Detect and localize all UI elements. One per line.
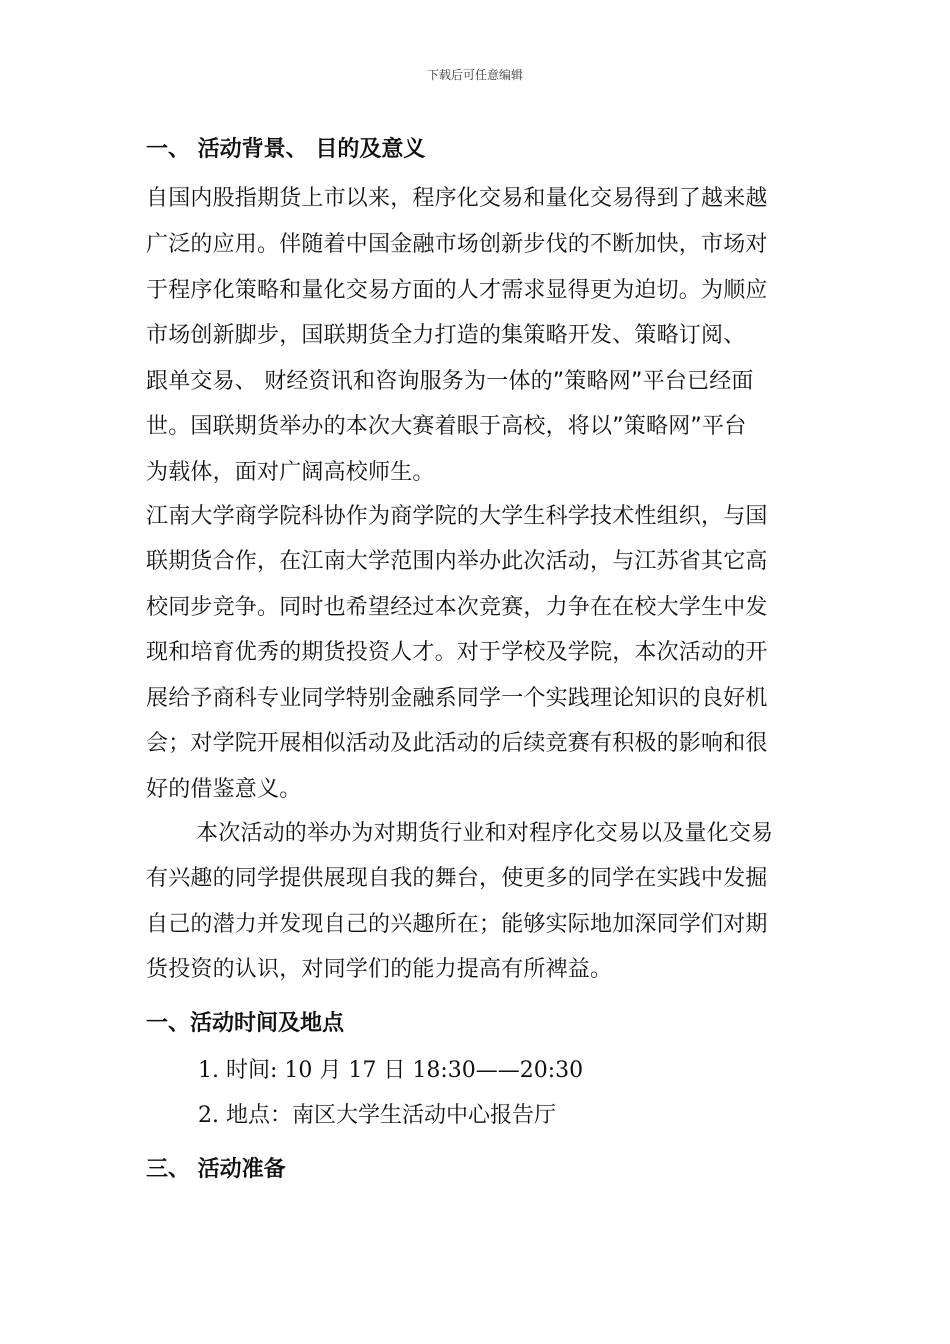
paragraph-line: 好的借鉴意义。 xyxy=(146,777,302,802)
paragraph-line: 货投资的认识，对同学们的能力提高有所裨益。 xyxy=(146,957,613,982)
paragraph-line: 世。国联期货举办的本次大赛着眼于高校，将以”策略网”平台 xyxy=(146,414,747,439)
section-2-heading: 一、活动时间及地点 xyxy=(146,1011,345,1036)
list-item-location: 2. 地点：南区大学生活动中心报告厅 xyxy=(198,1103,556,1128)
paragraph-line: 市场创新脚步，国联期货全力打造的集策略开发、策略订阅、 xyxy=(146,323,746,348)
paragraph-line: 广泛的应用。伴随着中国金融市场创新步伐的不断加快，市场对 xyxy=(146,232,768,257)
section-1-heading: 一、 活动背景、 目的及意义 xyxy=(146,137,426,162)
paragraph-line: 联期货合作，在江南大学范围内举办此次活动，与江苏省其它高 xyxy=(146,549,768,574)
paragraph-line: 于程序化策略和量化交易方面的人才需求显得更为迫切。为顺应 xyxy=(146,278,768,303)
paragraph-line: 江南大学商学院科协作为商学院的大学生科学技术性组织，与国 xyxy=(146,504,768,529)
paragraph-line: 校同步竞争。同时也希望经过本次竞赛，力争在在校大学生中发 xyxy=(146,595,768,620)
paragraph-line: 有兴趣的同学提供展现自我的舞台，使更多的同学在实践中发掘 xyxy=(146,866,768,891)
paragraph-line: 自国内股指期货上市以来，程序化交易和量化交易得到了越来越 xyxy=(146,186,768,211)
paragraph-line: 现和培育优秀的期货投资人才。对于学校及学院，本次活动的开 xyxy=(146,640,768,665)
list-item-time: 1. 时间: 10 月 17 日 18:30——20:30 xyxy=(198,1058,584,1083)
paragraph-line: 本次活动的举办为对期货行业和对程序化交易以及量化交易 xyxy=(196,821,774,846)
paragraph-line: 为载体，面对广阔高校师生。 xyxy=(146,460,435,485)
section-3-heading: 三、 活动准备 xyxy=(146,1157,286,1182)
paragraph-line: 展给予商科专业同学特别金融系同学一个实践理论知识的良好机 xyxy=(146,686,768,711)
page-header: 下载后可任意编辑 xyxy=(426,68,523,82)
paragraph-line: 会；对学院开展相似活动及此活动的后续竞赛有积极的影响和很 xyxy=(146,731,768,756)
paragraph-line: 跟单交易、 财经资讯和咨询服务为一体的”策略网”平台已经面 xyxy=(146,369,754,394)
paragraph-line: 自己的潜力并发现自己的兴趣所在；能够实际地加深同学们对期 xyxy=(146,912,768,937)
